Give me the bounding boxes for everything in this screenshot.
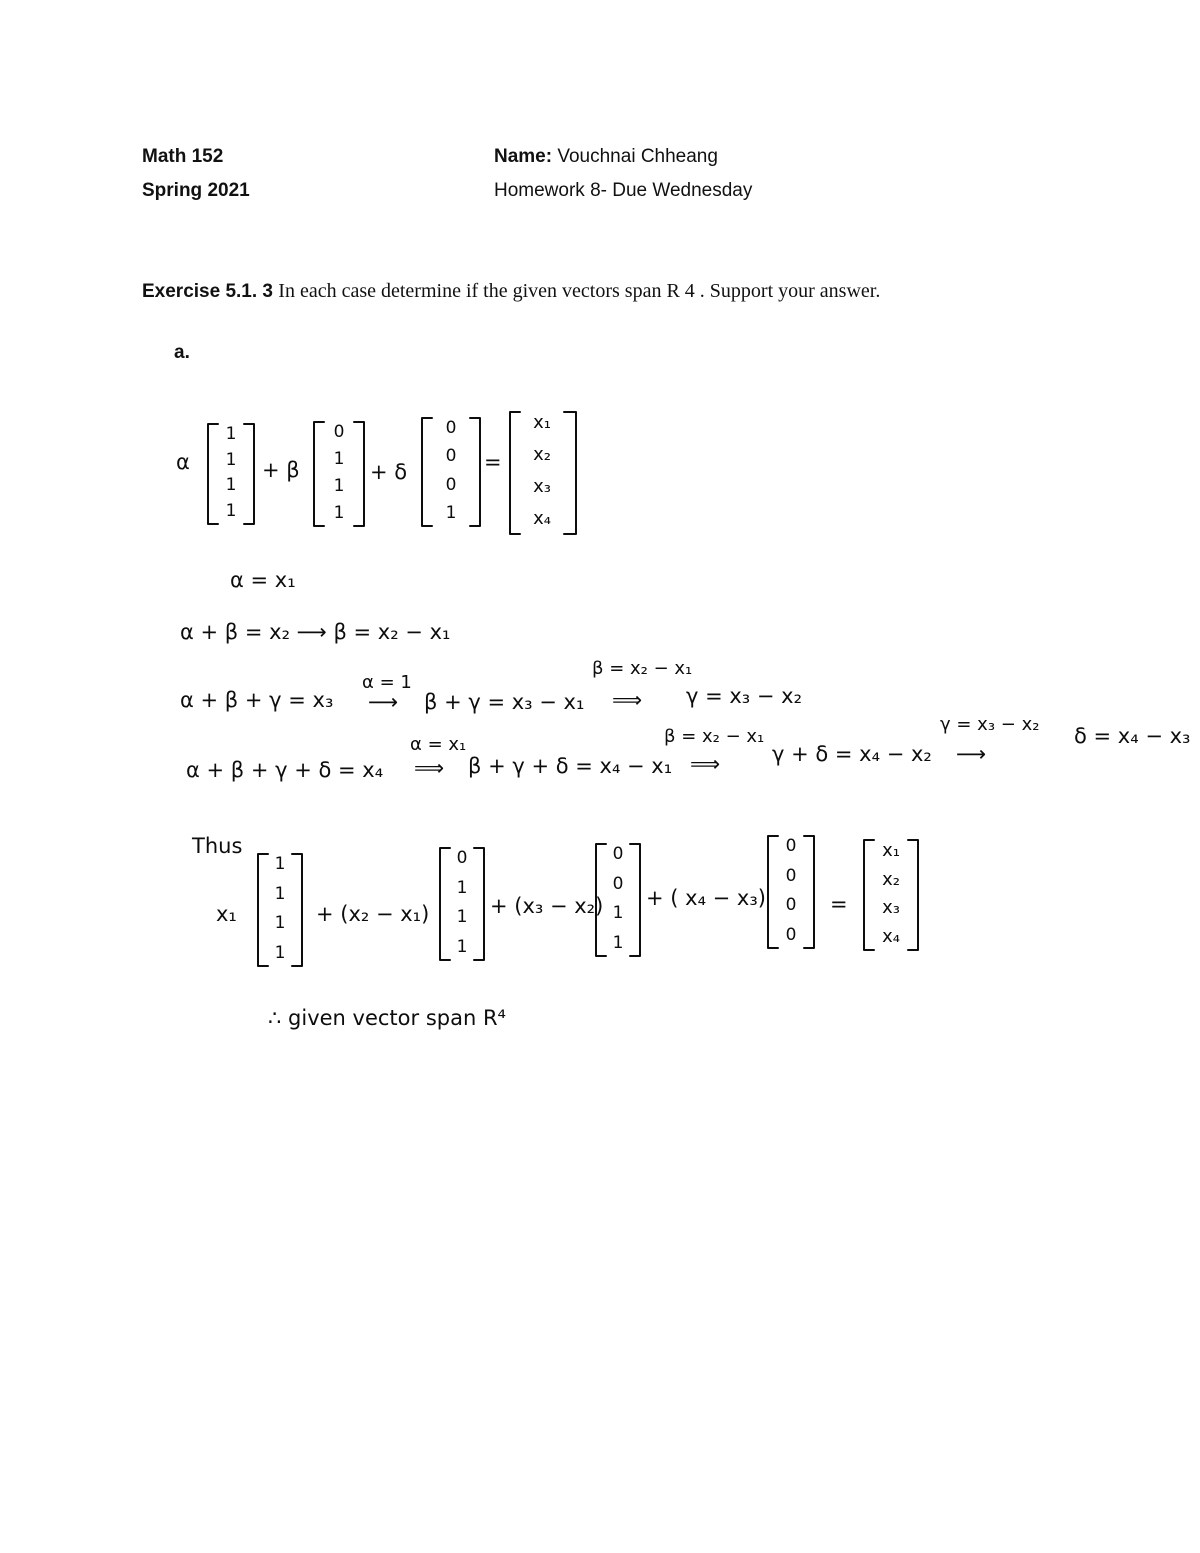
eq1-v2-right-bracket xyxy=(352,420,366,528)
part-label: a. xyxy=(174,342,190,363)
step-delta-arrow2: ⟹ xyxy=(690,752,721,776)
final-rhs-left-bracket xyxy=(862,838,876,952)
eq1-v2-entry: 1 xyxy=(333,476,345,496)
final-coef-4: + ( x₄ − x₃) xyxy=(646,886,766,910)
term-label: Spring 2021 xyxy=(142,180,250,201)
final-vector-4 xyxy=(780,838,802,944)
final-v1-right-bracket xyxy=(290,852,304,968)
final-rhs-entry: x₃ xyxy=(882,897,900,919)
step-alpha: α = x₁ xyxy=(230,568,296,592)
eq1-v3-entry: 1 xyxy=(445,502,457,523)
step-gamma-lhs: α + β + γ = x₃ xyxy=(180,688,334,712)
step-gamma-note: α = 1 xyxy=(362,672,412,693)
exercise-line xyxy=(142,281,880,301)
eq1-v1-entry: 1 xyxy=(225,424,237,444)
name-label: Name: xyxy=(494,146,553,167)
final-v3-entry: 1 xyxy=(612,932,624,953)
final-rhs-entry: x₂ xyxy=(882,868,900,890)
eq1-rhs-entry: x₄ xyxy=(533,508,551,529)
step-gamma-result: γ = x₃ − x₂ xyxy=(686,684,803,708)
final-v4-entry: 0 xyxy=(785,836,797,856)
step-gamma-above: β = x₂ − x₁ xyxy=(592,658,693,679)
hw-alpha: α xyxy=(176,450,190,474)
final-v2-entry: 1 xyxy=(456,877,468,898)
step-delta-arrow3: ⟶ xyxy=(956,742,987,766)
hw-plus-delta: + δ xyxy=(370,460,408,484)
final-vector-2 xyxy=(452,850,472,956)
final-v1-entry: 1 xyxy=(274,883,286,904)
final-v4-entry: 0 xyxy=(785,924,797,945)
eq1-v3-left-bracket xyxy=(420,416,434,528)
final-v2-entry: 1 xyxy=(456,936,468,957)
step-gamma-middle: β + γ = x₃ − x₁ xyxy=(424,690,585,714)
final-v3-left-bracket xyxy=(594,842,608,958)
step-gamma-arrow: ⟶ xyxy=(368,690,399,714)
eq1-rhs-left-bracket xyxy=(508,410,522,536)
eq1-v3-entry: 0 xyxy=(445,418,457,438)
eq1-v3-right-bracket xyxy=(468,416,482,528)
step-delta-note: α = x₁ xyxy=(410,734,467,755)
exercise-label: Exercise 5.1. 3 xyxy=(142,281,273,302)
final-v2-entry: 0 xyxy=(456,848,468,868)
eq1-v2-entry: 1 xyxy=(333,449,345,469)
eq1-v3-entry: 0 xyxy=(445,474,457,495)
student-name-line xyxy=(494,147,718,166)
eq1-v1-entry: 1 xyxy=(225,449,237,470)
final-v1-entry: 1 xyxy=(274,942,286,963)
eq1-rhs-entry: x₂ xyxy=(533,444,551,465)
final-rhs-entry: x₁ xyxy=(882,840,900,861)
step-delta-above2: γ = x₃ − x₂ xyxy=(940,714,1040,735)
eq1-v1-entry: 1 xyxy=(225,500,237,521)
final-equals: = xyxy=(830,892,848,916)
final-vector-1 xyxy=(270,856,290,962)
eq1-rhs-right-bracket xyxy=(562,410,578,536)
eq1-rhs-entry: x₁ xyxy=(533,412,551,433)
eq1-vector-2 xyxy=(326,424,352,522)
final-v4-left-bracket xyxy=(766,834,780,950)
eq1-v2-entry: 1 xyxy=(333,503,345,523)
final-v4-entry: 0 xyxy=(785,865,797,886)
step-gamma-arrow2: ⟹ xyxy=(612,688,643,712)
homework-title: Homework 8- Due Wednesday xyxy=(494,180,753,201)
final-rhs-right-bracket xyxy=(906,838,920,952)
conclusion: ∴ given vector span R⁴ xyxy=(268,1006,506,1030)
step-delta-lhs: α + β + γ + δ = x₄ xyxy=(186,758,384,782)
eq1-vector-1 xyxy=(220,426,242,520)
step-delta-middle2: γ + δ = x₄ − x₂ xyxy=(772,742,932,766)
final-v3-entry: 1 xyxy=(612,903,624,924)
final-rhs-vector xyxy=(876,842,906,946)
eq1-v2-entry: 0 xyxy=(333,422,345,442)
eq1-v1-left-bracket xyxy=(206,422,220,526)
eq1-vector-3 xyxy=(434,420,468,522)
final-v2-left-bracket xyxy=(438,846,452,962)
final-coef-1: x₁ xyxy=(216,902,237,926)
final-coef-3: + (x₃ − x₂) xyxy=(490,894,604,918)
final-v3-right-bracket xyxy=(628,842,642,958)
eq1-v1-right-bracket xyxy=(242,422,256,526)
hw-equals: = xyxy=(484,450,502,474)
final-v3-entry: 0 xyxy=(612,873,624,894)
final-v2-right-bracket xyxy=(472,846,486,962)
final-rhs-entry: x₄ xyxy=(882,925,900,947)
final-v2-entry: 1 xyxy=(456,907,468,928)
eq1-v1-entry: 1 xyxy=(225,475,237,496)
step-delta-middle: β + γ + δ = x₄ − x₁ xyxy=(468,754,673,778)
final-vector-3 xyxy=(608,846,628,952)
eq1-rhs-vector xyxy=(522,414,562,528)
exercise-prompt: In each case determine if the given vectors span R 4 . Support your answer. xyxy=(278,280,881,302)
final-v1-entry: 1 xyxy=(274,854,286,874)
final-v4-right-bracket xyxy=(802,834,816,950)
final-v1-left-bracket xyxy=(256,852,270,968)
step-delta-result: δ = x₄ − x₃ xyxy=(1074,724,1191,748)
final-coef-2: + (x₂ − x₁) xyxy=(316,902,430,926)
eq1-v2-left-bracket xyxy=(312,420,326,528)
step-delta-above1: β = x₂ − x₁ xyxy=(664,726,765,747)
step-delta-arrow: ⟹ xyxy=(414,756,445,780)
eq1-v3-entry: 0 xyxy=(445,446,457,467)
final-v1-entry: 1 xyxy=(274,913,286,934)
student-name: Vouchnai Chheang xyxy=(557,146,718,167)
eq1-rhs-entry: x₃ xyxy=(533,476,551,497)
final-v3-entry: 0 xyxy=(612,844,624,864)
step-beta: α + β = x₂ ⟶ β = x₂ − x₁ xyxy=(180,620,451,644)
course-title: Math 152 xyxy=(142,146,224,167)
thus-label: Thus xyxy=(192,834,243,858)
final-v4-entry: 0 xyxy=(785,895,797,916)
hw-plus-beta: + β xyxy=(262,458,300,482)
